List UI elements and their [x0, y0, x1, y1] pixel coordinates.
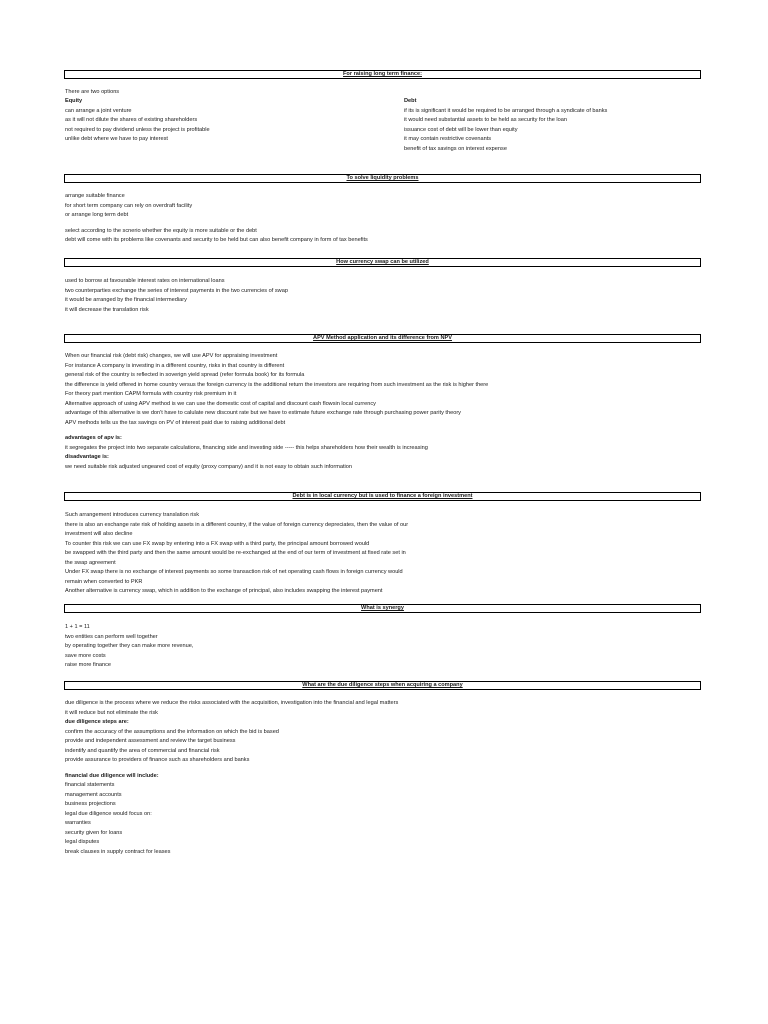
text-line: For theory part mention CAPM formula with country risk premium in it — [65, 391, 237, 397]
fin-line: security given for loans — [65, 829, 123, 836]
equity-line: can arrange a joint venture — [65, 107, 132, 114]
step-line: confirm the accuracy of the assumptions and the information on which the bid is based — [65, 728, 279, 735]
equity-title: Equity — [65, 98, 83, 104]
equity-line: unlike debt where we have to pay interest — [65, 136, 168, 142]
text-line: the difference is yield offered in home country versus the foreign currency is the additional return the investors are requiring from such investment as the risk is higher there — [65, 381, 489, 388]
equity-line: not required to pay dividend unless the project is profitable — [65, 126, 210, 133]
fin-line: management accounts — [65, 791, 122, 798]
text-line: by operating together they can make more revenue, — [65, 643, 194, 649]
equity-line: as it will not dilute the shares of existing shareholders — [65, 117, 198, 123]
text-line: general risk of the country is reflected in soverign yield spread (refer formula book) for its formula — [65, 372, 305, 378]
intro-line: There are two options — [65, 89, 120, 95]
section-body-local-currency-debt — [65, 511, 705, 597]
section-body-liquidity — [65, 192, 705, 246]
text-line: Under FX swap there is no exchange of interest payments so some transaction risk of net operating cash flows in foreign currency would — [65, 569, 403, 575]
step-line: provide and independent assessment and review the target business — [65, 738, 236, 744]
text-line: 1 + 1 = 11 — [65, 624, 90, 630]
debt-column — [404, 97, 607, 154]
text-line: Such arrangement introduces currency translation risk — [65, 512, 200, 518]
text-line: Another alternative is currency swap, which in addition to the exchange of principal, also includes swapping the interest payment — [65, 588, 383, 594]
debt-line: benefit of tax savings on interest expense — [404, 145, 507, 152]
disadvantage-title: disadvantage is: — [65, 454, 109, 460]
debt-line: issuance cost of debt will be lower than equity — [404, 126, 518, 133]
financial-dd-title: financial due diligence will include: — [65, 772, 159, 779]
text-line: remain when converted to PKR — [65, 578, 143, 585]
text-line: it will reduce but not eliminate the risk — [65, 709, 158, 716]
steps-title: due diligence steps are: — [65, 719, 129, 725]
advantages-text: it segregates the project into two separate calculations, financing side and investing side ----- this helps shareholders how their wealth is increasing — [65, 444, 428, 451]
text-line: it will decrease the translation risk — [65, 306, 149, 313]
text-line: due diligence is the process where we reduce the risks associated with the acquisition, investigation into the financial and legal matters — [65, 700, 399, 706]
text-line: the swap agreement — [65, 559, 116, 566]
section-body-apv-method — [65, 352, 705, 472]
section-heading-currency-swap: How currency swap can be utilized — [64, 258, 701, 267]
step-line: provide assurance to providers of finance such as shareholders and banks — [65, 757, 250, 763]
section-body-currency-swap — [65, 277, 705, 315]
section-body-synergy — [65, 623, 705, 671]
text-line: save more costs — [65, 652, 106, 659]
section-heading-long-term-finance: For raising long term finance: — [64, 70, 701, 79]
debt-title: Debt — [404, 98, 417, 104]
text-line: two counterparties exchange the series of interest payments in the two currencies of swap — [65, 287, 288, 294]
text-line: arrange suitable finance — [65, 193, 125, 199]
section-heading-synergy: What is synergy — [64, 604, 701, 613]
text-line: be swapped with the third party and then the same amount would be re-exchanged at the end of our term of investment at fixed rate set in — [65, 550, 406, 556]
fin-line: legal due diligence would focus on: — [65, 810, 152, 817]
text-line: To counter this risk we can use FX swap by entering into a FX swap with a third party, the principal amount borrowed would — [65, 540, 370, 547]
fin-line: financial statements — [65, 782, 115, 788]
text-line: investment will also decline — [65, 531, 133, 537]
section-body-due-diligence — [65, 699, 705, 857]
text-line: for short term company can rely on overdraft facility — [65, 202, 193, 209]
text-line: advantage of this alternative is we don't have to calulate new discount rate but we have to estimate future exchange rate through purchasing power parity theory — [65, 410, 461, 416]
text-line: two entities can perform well together — [65, 633, 158, 640]
debt-line: it may contain restrictive covenants — [404, 136, 492, 142]
text-line: When our financial risk (debt risk) changes, we will use APV for appraising investment — [65, 353, 278, 359]
fin-line: warranties — [65, 820, 91, 826]
fin-line: break clauses in supply contract for leases — [65, 848, 171, 855]
text-line: Alternative approach of using APV method is we can use the domestic cost of capital and discount cash flowsin local currency — [65, 400, 376, 407]
text-line: there is also an exchange rate risk of holding assets in a different country, if the value of foreign currency depreciates, then the value of our — [65, 521, 409, 528]
disadvantage-text: we need suitable risk adjusted ungeared cost of equity (proxy company) and it is not easy to obtain such information — [65, 463, 352, 470]
text-line: used to borrow at favourable interest rates on international loans — [65, 278, 225, 284]
debt-line: it would need substantial assets to be held as security for the loan — [404, 117, 567, 123]
advantages-title: advantages of apv is: — [65, 435, 122, 441]
text-line: it would be arranged by the financial intermediary — [65, 297, 187, 303]
text-line: APV methods tells us the tax savings on PV of interest paid due to raising additional debt — [65, 419, 286, 426]
debt-line: if its is significant it would be required to be arranged through a syndicate of banks — [404, 107, 608, 114]
section-heading-liquidity: To solve liquidity problems — [64, 174, 701, 183]
text-line: For instance A company is investing in a different country, risks in that country is different — [65, 362, 285, 369]
section-heading-apv-method: APV Method application and its difference from NPV — [64, 334, 701, 343]
section-heading-due-diligence: What are the due diligence steps when acquiring a company — [64, 681, 701, 690]
text-line: debt will come with its problems like covenants and security to be held but can also benefit company in form of tax benefits — [65, 237, 368, 243]
text-line: raise more finance — [65, 662, 112, 668]
fin-line: business projections — [65, 801, 116, 807]
step-line: indentify and quantify the area of commercial and financial risk — [65, 747, 220, 754]
text-line: select according to the scnerio whether the equity is more suitable or the debt — [65, 227, 257, 234]
section-heading-local-currency-debt: Debt is in local currency but is used to finance a foreign investment — [64, 492, 701, 501]
text-line: or arrange long term debt — [65, 212, 129, 218]
equity-column — [65, 97, 210, 145]
fin-line: legal disputes — [65, 839, 100, 845]
